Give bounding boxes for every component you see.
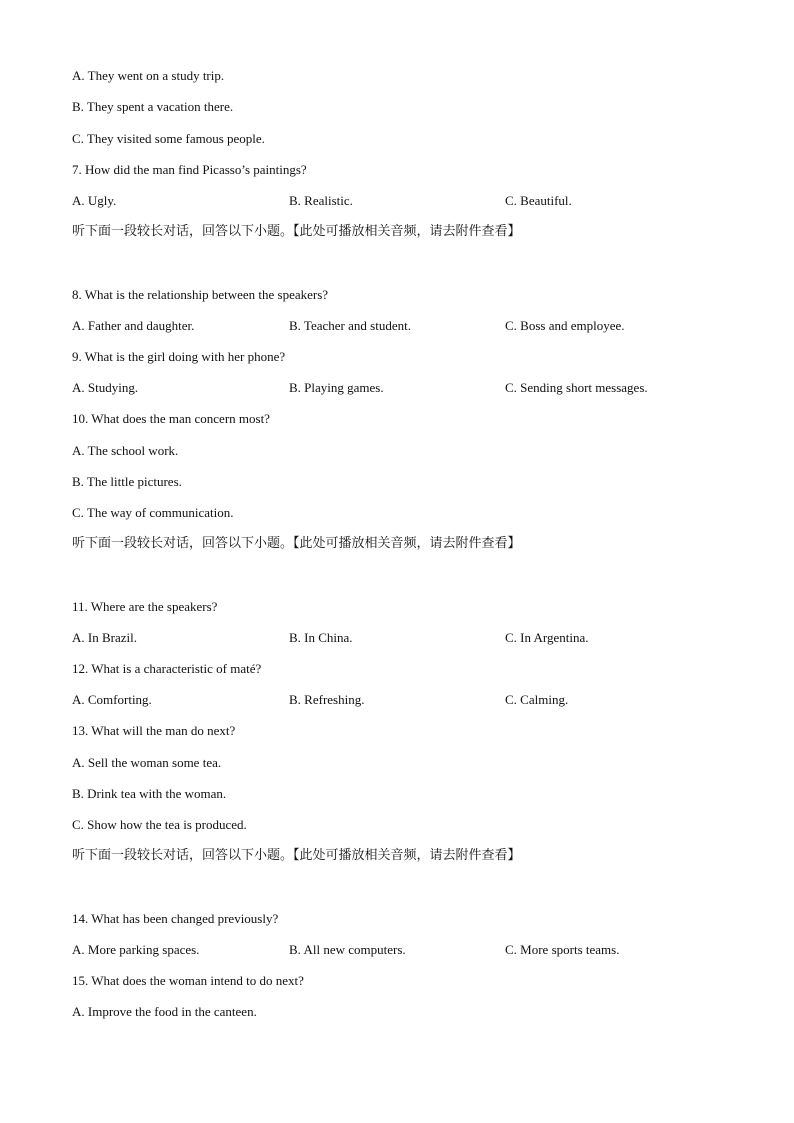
q7-option-b: B. Realistic. bbox=[289, 193, 353, 208]
q13-question: 13. What will the man do next? bbox=[72, 723, 236, 738]
section-instruction: 听下面一段较长对话，回答以下小题。【此处可播放相关音频，请去附件查看】 bbox=[72, 848, 521, 863]
q8-option-a: A. Father and daughter. bbox=[72, 318, 195, 333]
q7-question: 7. How did the man find Picasso’s paintings? bbox=[72, 162, 307, 177]
q8-option-c: C. Boss and employee. bbox=[505, 318, 625, 333]
section-instruction: 听下面一段较长对话，回答以下小题。【此处可播放相关音频，请去附件查看】 bbox=[72, 224, 521, 239]
q6-option-a: A. They went on a study trip. bbox=[72, 68, 225, 83]
q10-question: 10. What does the man concern most? bbox=[72, 411, 270, 426]
q9-question: 9. What is the girl doing with her phone? bbox=[72, 349, 286, 364]
q7-option-a: A. Ugly. bbox=[72, 193, 117, 208]
q12-option-c: C. Calming. bbox=[505, 692, 569, 707]
q10-option-c: C. The way of communication. bbox=[72, 505, 234, 520]
q11-question: 11. Where are the speakers? bbox=[72, 599, 218, 614]
q12-option-b: B. Refreshing. bbox=[289, 692, 365, 707]
q13-option-b: B. Drink tea with the woman. bbox=[72, 786, 227, 801]
q7-option-c: C. Beautiful. bbox=[505, 193, 572, 208]
q14-question: 14. What has been changed previously? bbox=[72, 911, 279, 926]
q8-option-b: B. Teacher and student. bbox=[289, 318, 411, 333]
q10-option-b: B. The little pictures. bbox=[72, 474, 182, 489]
q10-option-a: A. The school work. bbox=[72, 443, 179, 458]
q9-option-b: B. Playing games. bbox=[289, 380, 384, 395]
q15-option-a: A. Improve the food in the canteen. bbox=[72, 1004, 257, 1019]
q8-question: 8. What is the relationship between the speakers? bbox=[72, 287, 329, 302]
q9-option-c: C. Sending short messages. bbox=[505, 380, 648, 395]
q14-option-a: A. More parking spaces. bbox=[72, 942, 200, 957]
q12-option-a: A. Comforting. bbox=[72, 692, 152, 707]
q9-option-a: A. Studying. bbox=[72, 380, 139, 395]
section-instruction: 听下面一段较长对话，回答以下小题。【此处可播放相关音频，请去附件查看】 bbox=[72, 536, 521, 551]
q14-option-c: C. More sports teams. bbox=[505, 942, 620, 957]
q13-option-a: A. Sell the woman some tea. bbox=[72, 755, 222, 770]
q14-option-b: B. All new computers. bbox=[289, 942, 406, 957]
q6-option-c: C. They visited some famous people. bbox=[72, 131, 265, 146]
q15-question: 15. What does the woman intend to do next? bbox=[72, 973, 304, 988]
q11-option-a: A. In Brazil. bbox=[72, 630, 137, 645]
q13-option-c: C. Show how the tea is produced. bbox=[72, 817, 247, 832]
q6-option-b: B. They spent a vacation there. bbox=[72, 99, 234, 114]
q11-option-b: B. In China. bbox=[289, 630, 353, 645]
q12-question: 12. What is a characteristic of maté? bbox=[72, 661, 262, 676]
q11-option-c: C. In Argentina. bbox=[505, 630, 589, 645]
